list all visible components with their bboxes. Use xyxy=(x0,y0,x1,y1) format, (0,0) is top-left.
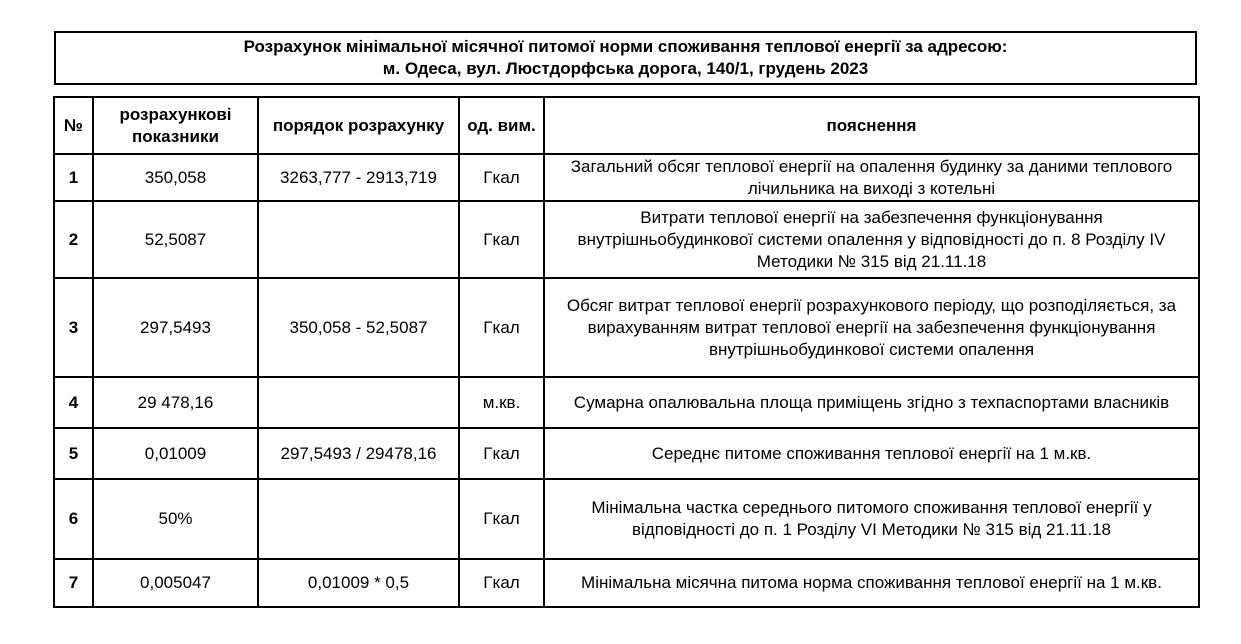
table-row xyxy=(54,154,1199,201)
table-row xyxy=(54,278,1199,377)
row-explanation: Витрати теплової енергії на забезпечення функціонування внутрішньобудинкової системи опалення у відповідності до п. 8 Розділу IV Методики № 315 від 21.11.18 xyxy=(544,201,1199,278)
row-order xyxy=(258,201,459,278)
header-explanation: пояснення xyxy=(544,97,1199,154)
calculation-table xyxy=(53,96,1200,608)
header-unit: од. вим. xyxy=(459,97,544,154)
row-value: 0,01009 xyxy=(93,428,258,479)
row-unit: м.кв. xyxy=(459,377,544,428)
row-unit: Гкал xyxy=(459,559,544,607)
row-value: 50% xyxy=(93,479,258,559)
row-value: 297,5493 xyxy=(93,278,258,377)
row-number: 7 xyxy=(54,559,93,607)
row-value: 0,005047 xyxy=(93,559,258,607)
row-explanation: Середнє питоме споживання теплової енергії на 1 м.кв. xyxy=(544,428,1199,479)
row-explanation: Обсяг витрат теплової енергії розрахункового періоду, що розподіляється, за вирахуванням витрат теплової енергії на забезпечення функціонування внутрішньобудинкової системи опалення xyxy=(544,278,1199,377)
row-number: 6 xyxy=(54,479,93,559)
row-number: 3 xyxy=(54,278,93,377)
row-order: 297,5493 / 29478,16 xyxy=(258,428,459,479)
row-number: 2 xyxy=(54,201,93,278)
row-number: 5 xyxy=(54,428,93,479)
row-value: 350,058 xyxy=(93,154,258,201)
row-order: 350,058 - 52,5087 xyxy=(258,278,459,377)
row-unit: Гкал xyxy=(459,154,544,201)
row-explanation: Загальний обсяг теплової енергії на опалення будинку за даними теплового лічильника на виході з котельні xyxy=(544,154,1199,201)
row-explanation: Мінімальна частка середнього питомого споживання теплової енергії у відповідності до п. 1 Розділу VI Методики № 315 від 21.11.18 xyxy=(544,479,1199,559)
table-row xyxy=(54,201,1199,278)
row-value: 52,5087 xyxy=(93,201,258,278)
row-explanation: Мінімальна місячна питома норма споживання теплової енергії на 1 м.кв. xyxy=(544,559,1199,607)
row-order xyxy=(258,377,459,428)
row-value: 29 478,16 xyxy=(93,377,258,428)
table-header-row xyxy=(54,97,1199,154)
table-row xyxy=(54,377,1199,428)
table-row xyxy=(54,428,1199,479)
row-number: 4 xyxy=(54,377,93,428)
document-title xyxy=(54,31,1197,85)
row-order xyxy=(258,479,459,559)
row-number: 1 xyxy=(54,154,93,201)
table-row xyxy=(54,479,1199,559)
row-order: 3263,777 - 2913,719 xyxy=(258,154,459,201)
row-explanation: Сумарна опалювальна площа приміщень згідно з техпаспортами власників xyxy=(544,377,1199,428)
row-unit: Гкал xyxy=(459,278,544,377)
row-unit: Гкал xyxy=(459,428,544,479)
table-row xyxy=(54,559,1199,607)
title-line-1: Розрахунок мінімальної місячної питомої норми споживання теплової енергії за адресою: xyxy=(243,37,1008,56)
header-order: порядок розрахунку xyxy=(258,97,459,154)
title-line-2: м. Одеса, вул. Люстдорфська дорога, 140/1, грудень 2023 xyxy=(382,59,869,78)
header-value: розрахункові показники xyxy=(93,97,258,154)
header-number: № xyxy=(54,97,93,154)
row-unit: Гкал xyxy=(459,479,544,559)
row-unit: Гкал xyxy=(459,201,544,278)
row-order: 0,01009 * 0,5 xyxy=(258,559,459,607)
